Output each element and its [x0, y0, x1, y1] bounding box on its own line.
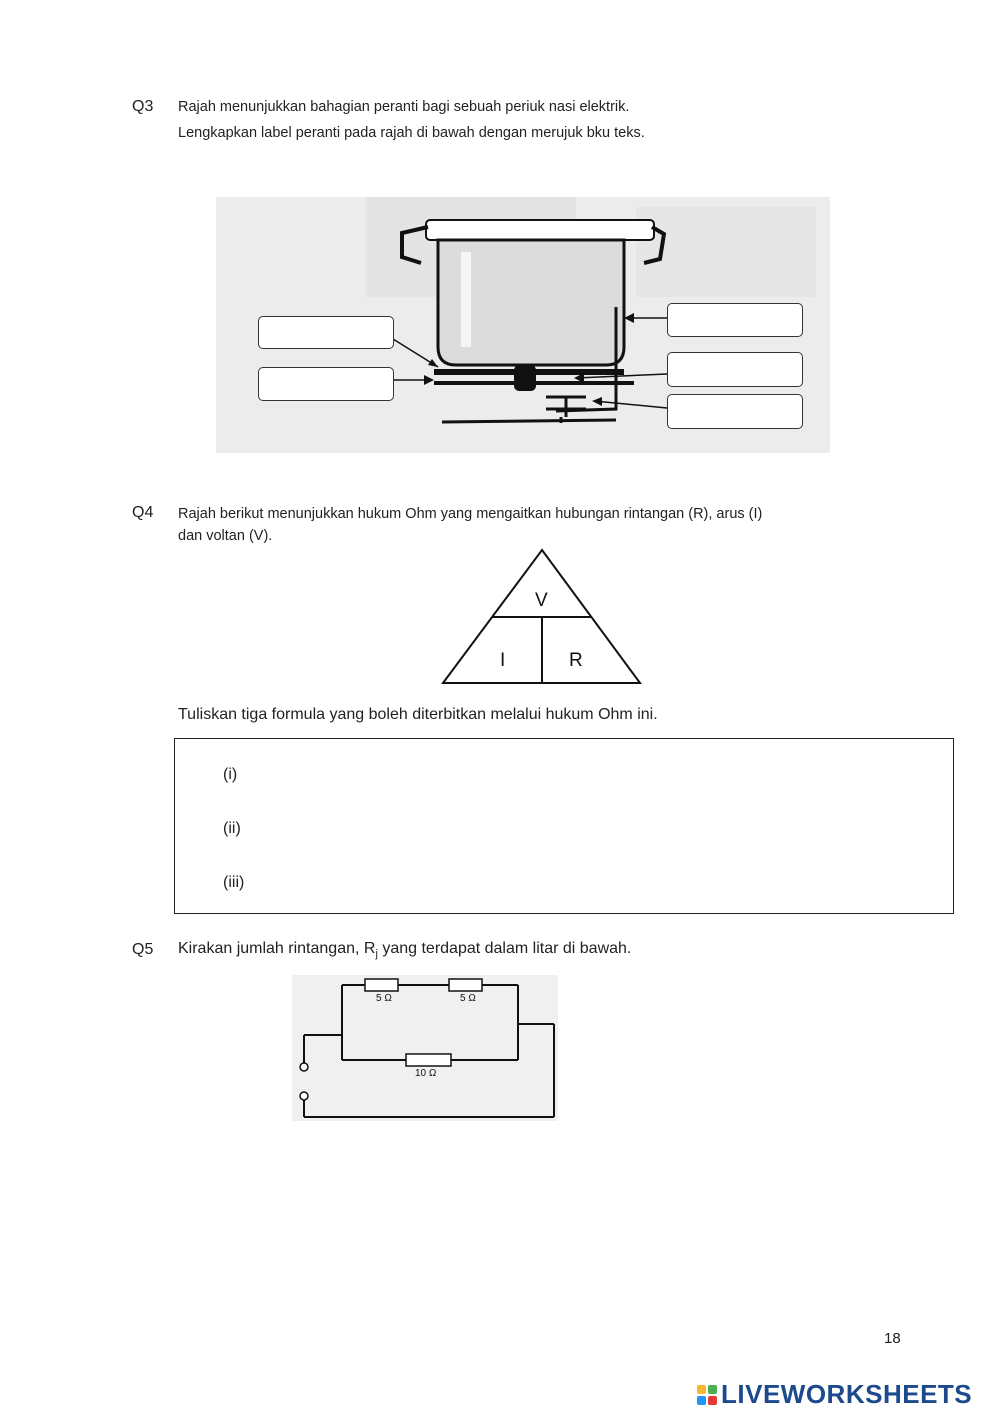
q5-subscript: j: [375, 948, 378, 961]
formula-label-iii: (iii): [223, 874, 245, 891]
triangle-label-v: V: [535, 590, 548, 611]
label-input-right-3[interactable]: [667, 394, 803, 429]
label-input-right-2[interactable]: [667, 352, 803, 387]
q5-text: [178, 940, 631, 960]
ohm-triangle: [440, 548, 644, 686]
formula-label-ii: (ii): [223, 820, 241, 837]
label-input-left-1[interactable]: [258, 316, 394, 349]
label-input-right-1[interactable]: [667, 303, 803, 337]
q3-text-line2: Lengkapkan label peranti pada rajah di bawah dengan merujuk bku teks.: [178, 125, 645, 141]
liveworksheets-logo-icon: [697, 1385, 717, 1405]
label-input-left-2[interactable]: [258, 367, 394, 401]
triangle-label-r: R: [569, 650, 583, 671]
q4-number: Q4: [132, 504, 154, 521]
page-number: 18: [884, 1330, 901, 1347]
q4-text-line1: Rajah berikut menunjukkan hukum Ohm yang mengaitkan hubungan rintangan (R), arus (I): [178, 506, 763, 522]
q5-number: Q5: [132, 941, 154, 958]
resistor-label-2: 5 Ω: [460, 993, 476, 1004]
q5-text-after: yang terdapat dalam litar di bawah.: [377, 940, 632, 957]
q4-instruction: Tuliskan tiga formula yang boleh diterbitkan melalui hukum Ohm ini.: [178, 706, 658, 723]
brand-text: LIVEWORKSHEETS: [721, 1379, 973, 1409]
q3-number: Q3: [132, 98, 154, 115]
brand-logo: [697, 1379, 972, 1410]
resistor-circuit: [292, 975, 558, 1121]
q5-text-before: Kirakan jumlah rintangan, R: [178, 940, 376, 957]
resistor-label-1: 5 Ω: [376, 993, 392, 1004]
q4-text-line2: dan voltan (V).: [178, 528, 273, 544]
resistor-label-3: 10 Ω: [415, 1068, 437, 1079]
formula-label-i: (i): [223, 766, 238, 783]
q3-text-line1: Rajah menunjukkan bahagian peranti bagi sebuah periuk nasi elektrik.: [178, 99, 630, 115]
formula-answer-box[interactable]: [174, 738, 954, 914]
triangle-label-i: I: [500, 650, 506, 671]
